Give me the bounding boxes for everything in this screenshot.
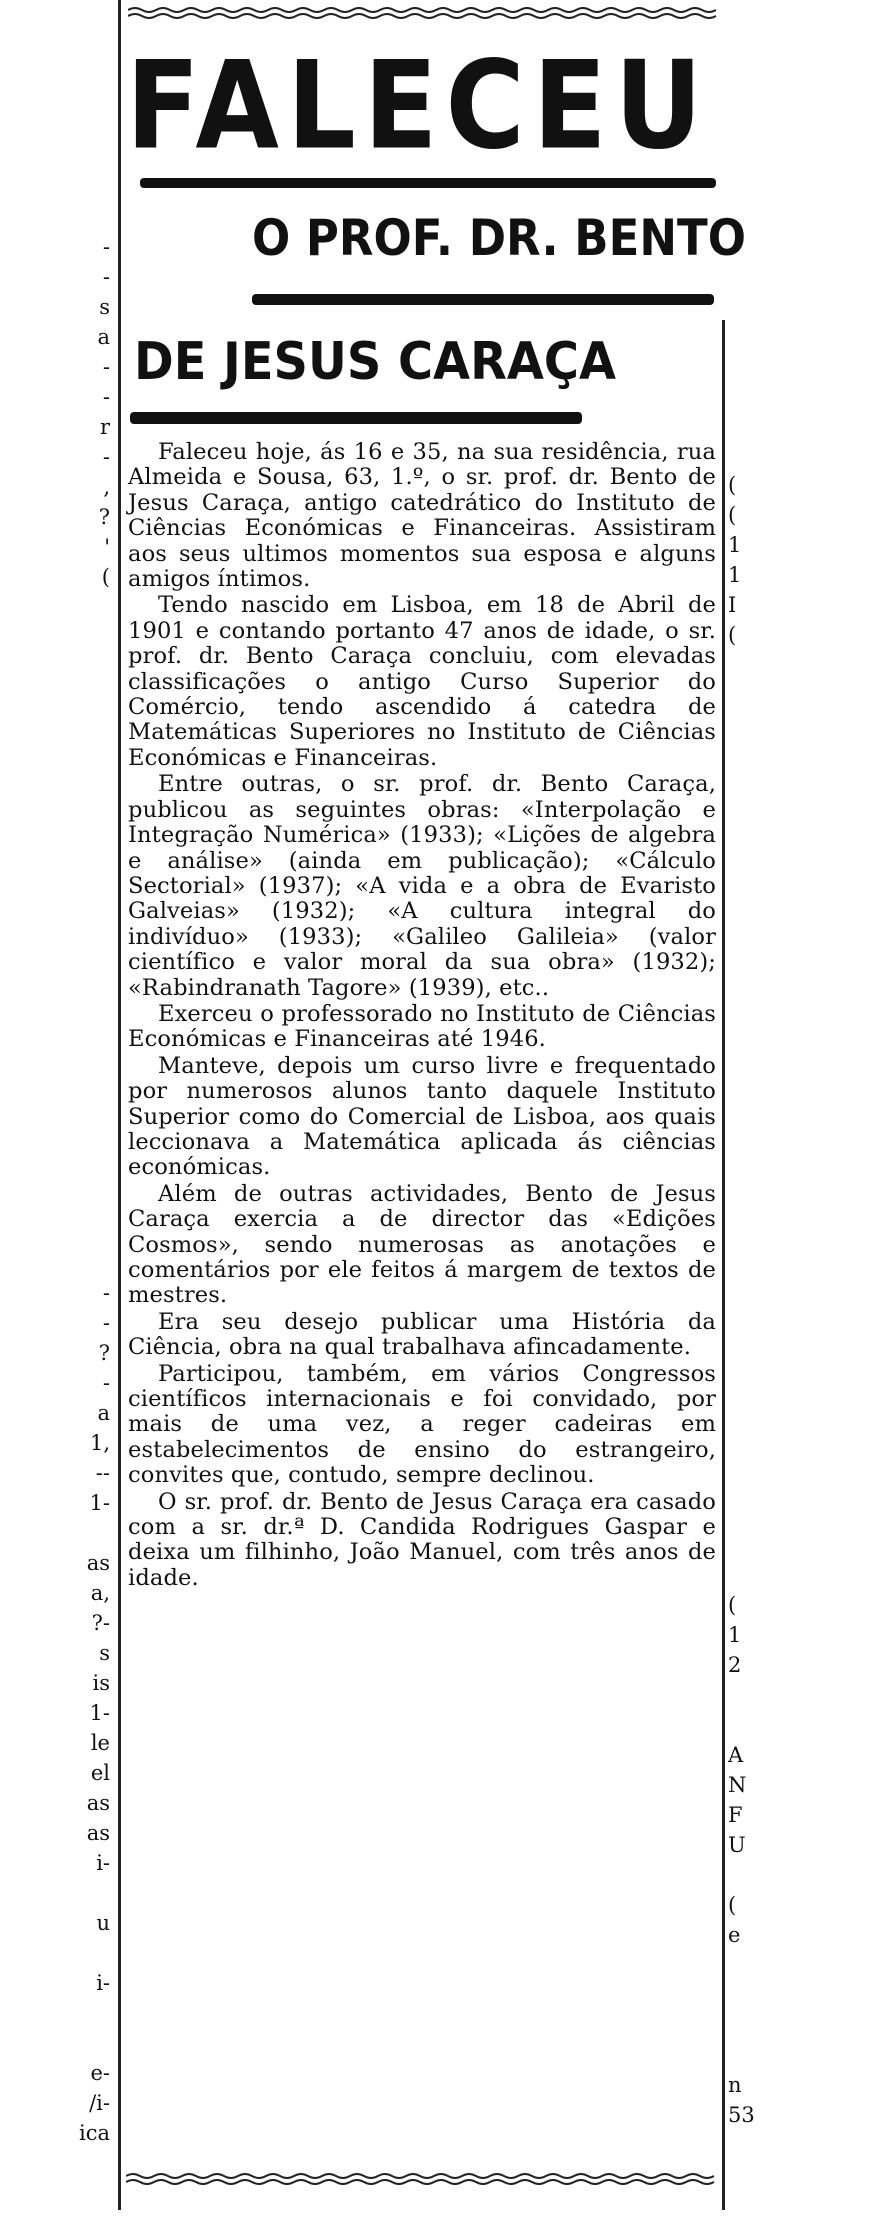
subheadline-surname: DE JESUS CARAÇA (134, 332, 617, 392)
margin-fragment: ( (728, 473, 737, 497)
margin-fragment: I (728, 593, 737, 617)
margin-fragment: el (90, 1761, 110, 1785)
margin-fragment (728, 1950, 768, 1980)
margin-fragment: ( (728, 623, 737, 647)
margin-fragment: a (97, 1401, 110, 1425)
margin-fragment (52, 1998, 118, 2028)
left-margin-fragments-bottom (52, 1278, 118, 2148)
margin-fragment: - (102, 445, 110, 469)
margin-fragment: U (728, 1833, 746, 1857)
margin-fragment: 53 (728, 2103, 755, 2127)
margin-fragment: as (86, 1821, 110, 1845)
margin-fragment: - (102, 1281, 110, 1305)
margin-fragment: 1 (728, 1623, 742, 1647)
margin-fragment: ? (98, 1341, 110, 1365)
margin-fragment: 1- (89, 1701, 110, 1725)
margin-fragment: A (728, 1743, 744, 1767)
margin-fragment: i- (96, 1971, 110, 1995)
margin-fragment: e (728, 1923, 741, 1947)
margin-fragment: a, (90, 1581, 110, 1605)
margin-fragment: - (102, 385, 110, 409)
obituary-article (128, 440, 716, 1592)
subheadline-name: O PROF. DR. BENTO (252, 209, 746, 267)
headline: FALECEU (126, 36, 711, 177)
subheadline-rule-1 (252, 294, 714, 305)
margin-fragment: le (90, 1731, 110, 1755)
margin-fragment: s (99, 295, 110, 319)
article-paragraph: Faleceu hoje, ás 16 e 35, na sua residência, rua Almeida e Sousa, 63, 1.º, o sr. prof. dr. Bento de Jesus Caraça, antigo catedrático do Instituto de Ciências Económicas e Financeiras. Assistiram aos seus ultimos momentos sua esposa e alguns amigos íntimos. (128, 439, 716, 593)
subheadline-rule-2 (130, 412, 582, 424)
margin-fragment: - (102, 355, 110, 379)
margin-fragment: ( (728, 1593, 737, 1617)
headline-rule (140, 178, 716, 188)
margin-fragment: as (86, 1791, 110, 1815)
margin-fragment: 1 (728, 563, 742, 587)
article-paragraph: O sr. prof. dr. Bento de Jesus Caraça era casado com a sr. dr.ª D. Candida Rodrigues Gaspar e deixa um filhinho, João Manuel, com três anos de idade. (128, 1488, 716, 1591)
margin-fragment: ( (728, 503, 737, 527)
margin-fragment: is (92, 1671, 110, 1695)
article-paragraph: Manteve, depois um curso livre e frequentado por numerosos alunos tanto daquele Instituto Superior como do Comercial de Lisboa, aos quais leccionava a Matemática aplicada ás ciências económicas. (128, 1052, 716, 1181)
margin-fragment (728, 1710, 768, 1740)
margin-fragment: r (99, 415, 110, 439)
margin-fragment (728, 2040, 768, 2070)
margin-fragment: , (103, 475, 110, 499)
margin-fragment: ' (104, 535, 110, 559)
margin-fragment: 1- (89, 1491, 110, 1515)
margin-fragment: as (86, 1551, 110, 1575)
margin-fragment (52, 2028, 118, 2058)
margin-fragment (52, 1518, 118, 1548)
article-paragraph: Tendo nascido em Lisboa, em 18 de Abril de 1901 e contando portanto 47 anos de idade, o sr. prof. dr. Bento Caraça concluiu, com elevadas classificações o antigo Curso Superior do Comércio, tendo ascendido á catedra de Matemáticas Superiores no Instituto de Ciências Económicas e Financeiras. (128, 592, 716, 771)
margin-fragment: a (97, 325, 110, 349)
margin-fragment: - (102, 265, 110, 289)
margin-fragment (52, 1938, 118, 1968)
margin-fragment: 1, (89, 1431, 110, 1455)
margin-fragment: - (102, 235, 110, 259)
margin-fragment (728, 1680, 768, 1710)
margin-fragment: -- (95, 1461, 110, 1485)
top-wavy-rule (128, 6, 718, 20)
right-margin-fragments-bottom (728, 1590, 768, 2130)
article-paragraph: Exerceu o professorado no Instituto de Ciências Económicas e Financeiras até 1946. (128, 1000, 716, 1053)
article-paragraph: Entre outras, o sr. prof. dr. Bento Caraça, publicou as seguintes obras: «Interpolação e Integração Numérica» (1933); «Lições de algebra e análise» (ainda em publicação); «Cálculo Sectorial» (1937); «A vida e a obra de Evaristo Galveias» (1932); «A cultura integral do indivíduo» (1933); «Galileo Galileia» (valor científico e valor moral da sua obra» (1932); «Rabindranath Tagore» (1939), etc.. (128, 771, 716, 1001)
margin-fragment: 2 (728, 1653, 742, 1677)
margin-fragment: ( (101, 565, 110, 589)
margin-fragment: ( (728, 1893, 737, 1917)
right-margin-fragments-top (728, 470, 768, 650)
margin-fragment: s (99, 1641, 110, 1665)
bottom-wavy-rule (126, 2172, 716, 2186)
margin-fragment: /i- (89, 2091, 110, 2115)
article-paragraph: Era seu desejo publicar uma História da Ciência, obra na qual trabalhava afincadamente. (128, 1308, 716, 1361)
article-paragraph: Além de outras actividades, Bento de Jesus Caraça exercia a de director das «Edições Cosmos», sendo numerosas as anotações e comentários por ele feitos á margem de textos de mestres. (128, 1180, 716, 1309)
left-column-rule (118, 0, 121, 2210)
article-paragraph: Participou, também, em vários Congressos científicos internacionais e foi convidado, por mais de uma vez, a reger cadeiras em estabelecimentos de ensino do estrangeiro, convites que, contudo, sempre declinou. (128, 1360, 716, 1489)
margin-fragment: - (102, 1371, 110, 1395)
margin-fragment (728, 1980, 768, 2010)
margin-fragment: ?- (91, 1611, 110, 1635)
margin-fragment: n (728, 2073, 742, 2097)
margin-fragment (52, 1878, 118, 1908)
margin-fragment: ? (98, 505, 110, 529)
margin-fragment: - (102, 1311, 110, 1335)
left-margin-fragments-top (52, 232, 118, 592)
margin-fragment: ica (79, 2121, 110, 2145)
margin-fragment: N (728, 1773, 747, 1797)
margin-fragment: i- (96, 1851, 110, 1875)
margin-fragment: F (728, 1803, 743, 1827)
right-column-rule (722, 320, 725, 2210)
margin-fragment (728, 2010, 768, 2040)
margin-fragment: 1 (728, 533, 742, 557)
margin-fragment: e- (90, 2061, 110, 2085)
margin-fragment (728, 1860, 768, 1890)
margin-fragment: u (96, 1911, 110, 1935)
